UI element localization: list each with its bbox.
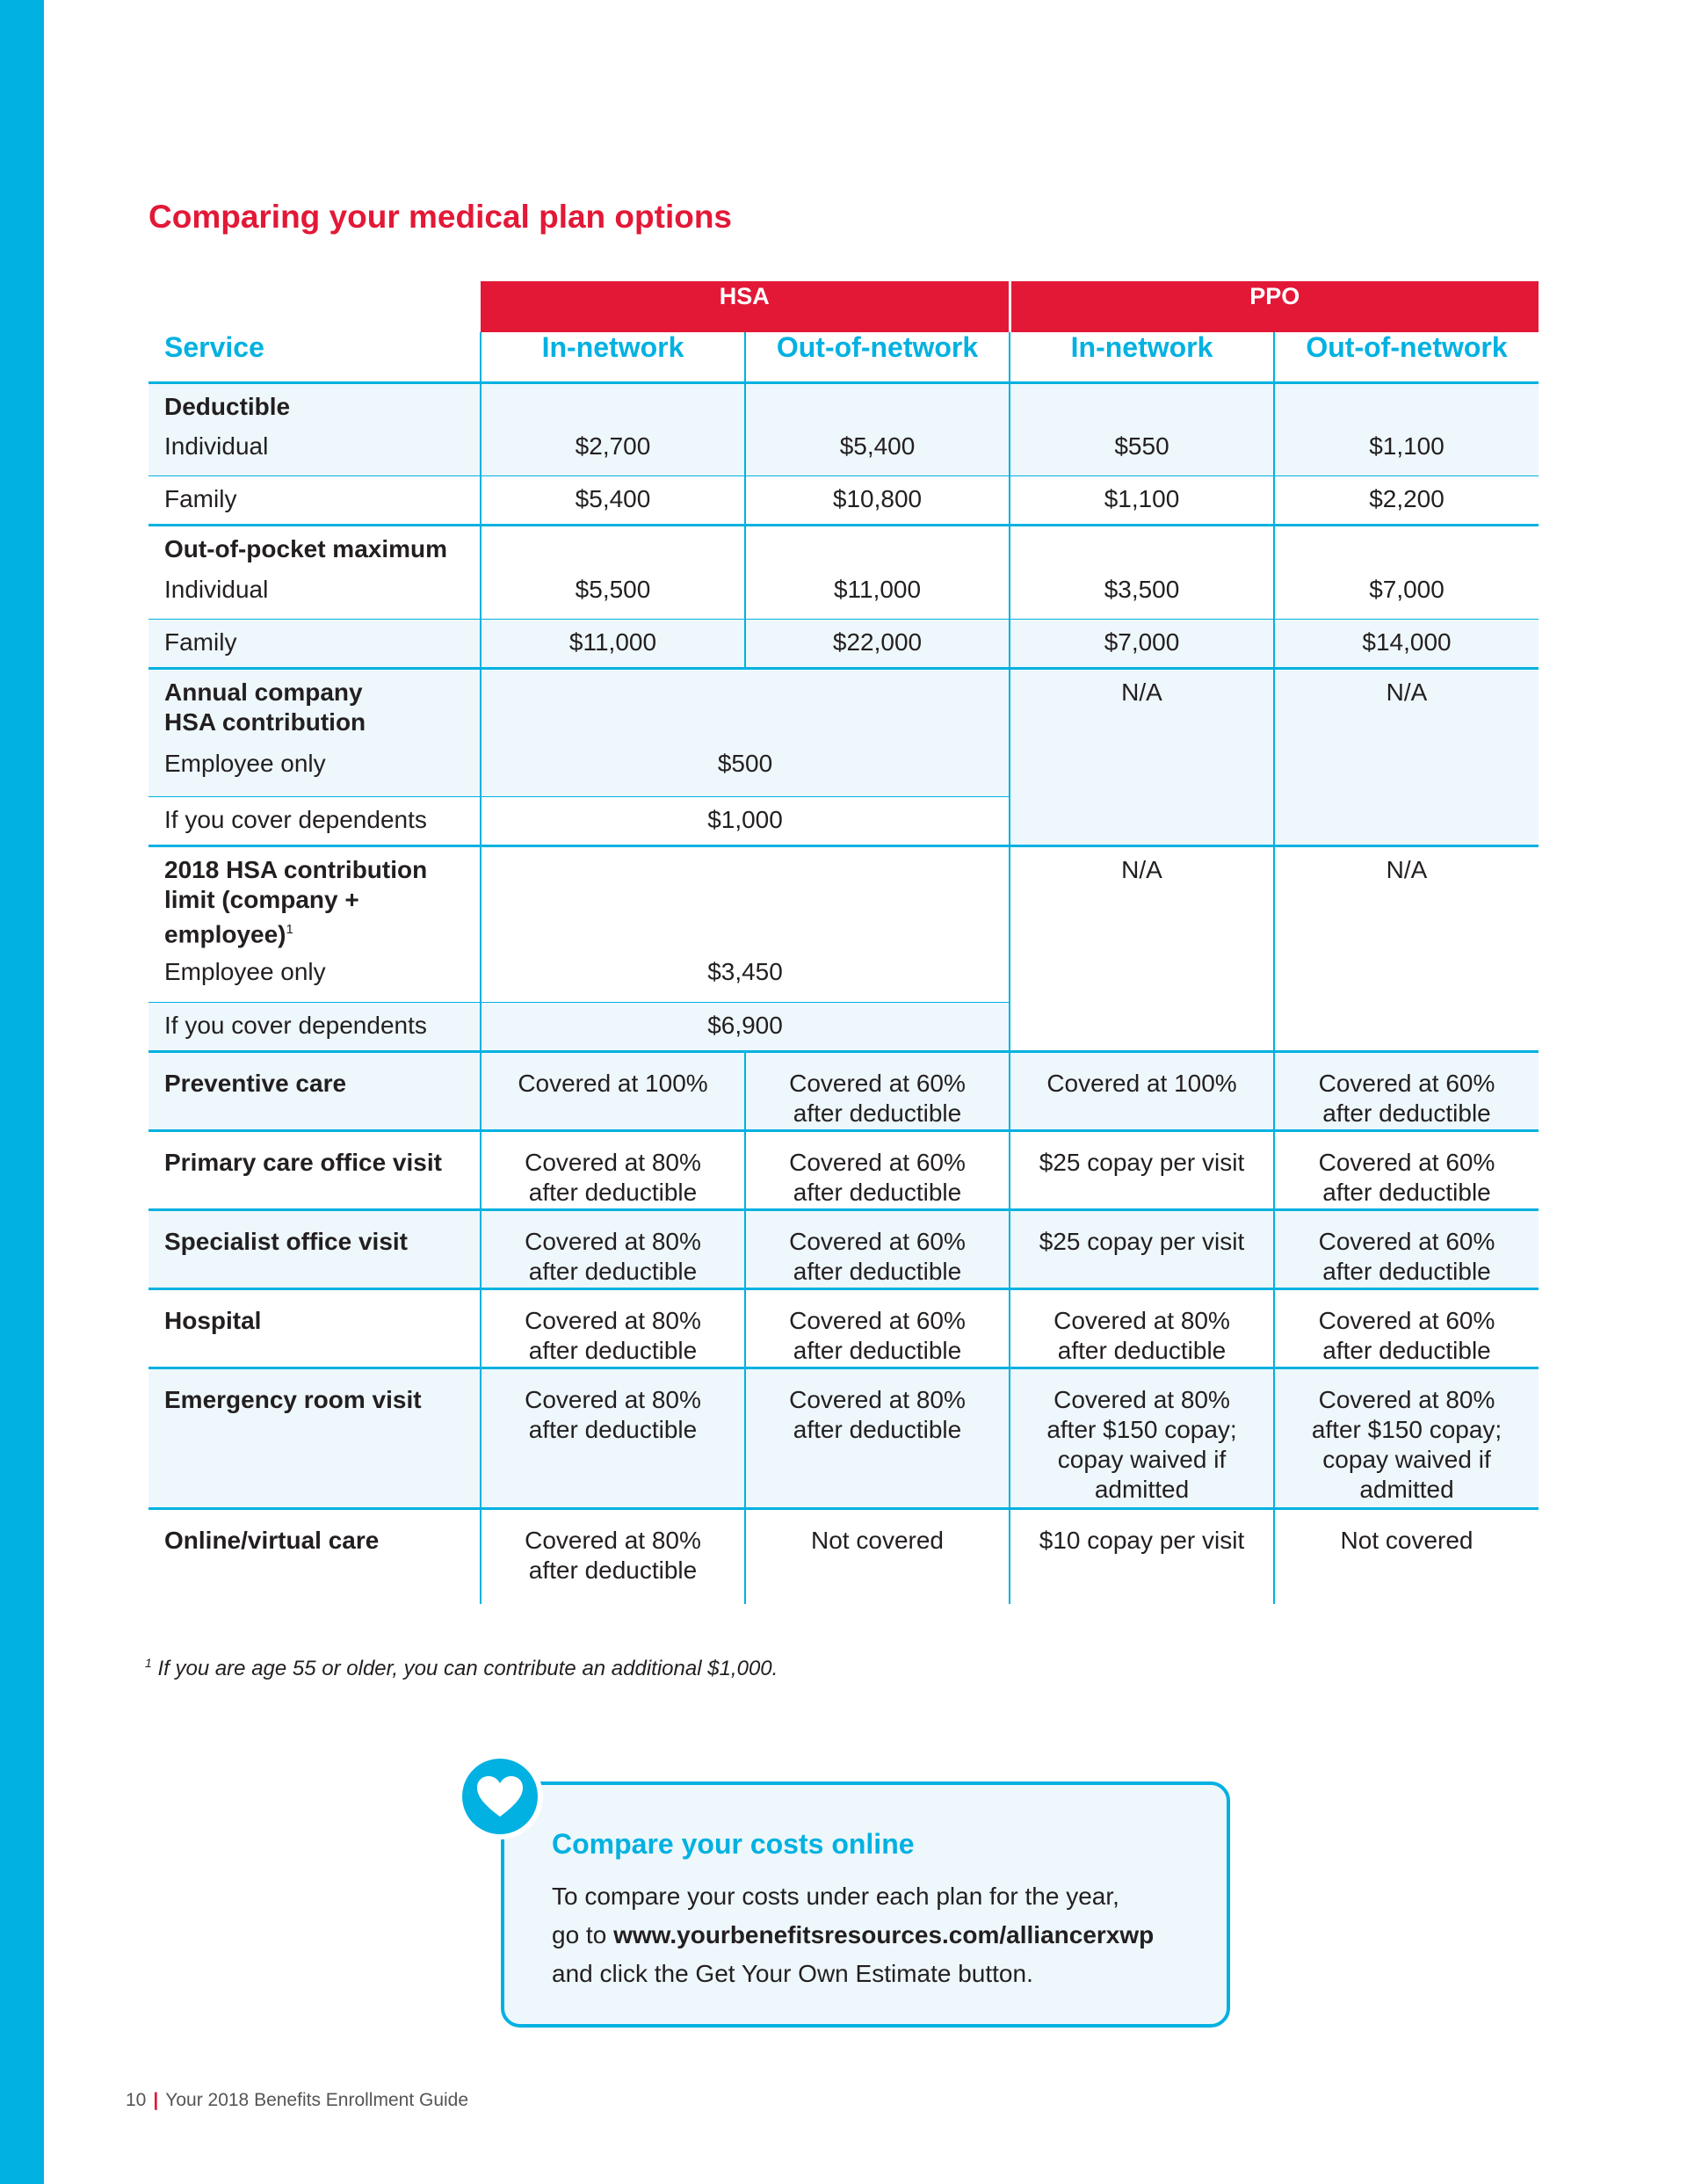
table-cell: Covered at 80% after deductible xyxy=(745,1368,1010,1509)
row-label-hsa-contribution-limit: 2018 HSA contribution limit (company + employee)$^1$ xyxy=(148,846,481,954)
row-label-individual: Individual xyxy=(164,575,269,603)
row-label-online-virtual-care: Online/virtual care xyxy=(148,1509,481,1604)
table-cell: Covered at 60% after deductible xyxy=(745,1210,1010,1289)
table-cell: Covered at 60% after deductible xyxy=(745,1052,1010,1131)
table-cell: $11,000 xyxy=(745,571,1010,620)
table-cell: Covered at 80% after deductible xyxy=(481,1131,745,1210)
table-cell: Covered at 60% after deductible xyxy=(1274,1052,1539,1131)
plan-comparison-table xyxy=(148,281,1539,1604)
table-cell: $550 xyxy=(1010,428,1274,476)
table-cell: N/A xyxy=(1010,846,1274,1052)
table-cell: Covered at 80% after deductible xyxy=(481,1368,745,1509)
plan-group-header-row xyxy=(148,281,1539,332)
group-hsa: HSA xyxy=(481,281,1010,332)
table-row xyxy=(148,476,1539,526)
column-header-hsa-in-network: In-network xyxy=(481,332,745,383)
table-cell: $3,500 xyxy=(1010,571,1274,620)
table-row xyxy=(148,1052,1539,1131)
column-header-ppo-out-of-network: Out-of-network xyxy=(1274,332,1539,383)
row-label-family: Family xyxy=(148,476,481,526)
table-cell: $5,500 xyxy=(481,571,745,620)
table-cell: N/A xyxy=(1274,846,1539,1052)
table-cell: $2,700 xyxy=(481,428,745,476)
callout-body: To compare your costs under each plan for the year, go to www.yourbenefitsresources.com/alliancerxwp and click the Get Your Own Estimate button. xyxy=(552,1883,1155,1987)
table-row xyxy=(148,383,1539,428)
table-cell: Covered at 100% xyxy=(1010,1052,1274,1131)
column-header-hsa-out-of-network: Out-of-network xyxy=(745,332,1010,383)
table-row xyxy=(148,1509,1539,1604)
row-label-primary-care-office-visit: Primary care office visit xyxy=(148,1131,481,1210)
row-label-deductible: Deductible xyxy=(148,383,481,428)
table-cell: $14,000 xyxy=(1274,620,1539,669)
table-cell: Covered at 60% after deductible xyxy=(1274,1131,1539,1210)
row-label-employee-only: Employee only xyxy=(164,957,326,985)
table-cell: Covered at 80% after $150 copay; copay waived if admitted xyxy=(1274,1368,1539,1509)
table-cell: $1,100 xyxy=(1010,476,1274,526)
table-row xyxy=(148,1131,1539,1210)
table-row xyxy=(148,669,1539,745)
column-header-row xyxy=(148,332,1539,383)
table-cell: N/A xyxy=(1274,669,1539,846)
table-cell: Covered at 80% after deductible xyxy=(1010,1289,1274,1368)
table-cell: $6,900 xyxy=(481,1003,1010,1052)
table-cell: $500 xyxy=(481,745,1010,797)
table-cell: $7,000 xyxy=(1010,620,1274,669)
row-label-employee-only: Employee only xyxy=(148,745,481,797)
table-cell: Covered at 60% after deductible xyxy=(745,1289,1010,1368)
callout-title: Compare your costs online xyxy=(552,1828,915,1860)
table-cell: $25 copay per visit xyxy=(1010,1131,1274,1210)
column-header-service: Service xyxy=(148,332,481,383)
table-cell: Covered at 80% after deductible xyxy=(481,1210,745,1289)
row-label-hospital: Hospital xyxy=(148,1289,481,1368)
table-cell: $25 copay per visit xyxy=(1010,1210,1274,1289)
heart-icon xyxy=(457,1753,543,1839)
sidebar-stripe xyxy=(0,0,44,2184)
table-cell: $3,450 xyxy=(481,954,1010,1003)
row-label-individual: Individual xyxy=(148,428,481,476)
table-cell: $7,000 xyxy=(1274,571,1539,620)
row-label-specialist-office-visit: Specialist office visit xyxy=(148,1210,481,1289)
table-row xyxy=(148,526,1539,571)
table-cell: $1,100 xyxy=(1274,428,1539,476)
table-cell: $2,200 xyxy=(1274,476,1539,526)
table-cell: $10 copay per visit xyxy=(1010,1509,1274,1604)
row-label-if-you-cover-dependents: If you cover dependents xyxy=(148,1003,481,1052)
benefits-website-link[interactable]: www.yourbenefitsresources.com/alliancerxwp xyxy=(613,1921,1155,1948)
table-cell: Not covered xyxy=(1274,1509,1539,1604)
table-row xyxy=(148,1289,1539,1368)
page-footer xyxy=(126,2090,468,2111)
row-label-preventive-care: Preventive care xyxy=(148,1052,481,1131)
table-cell: Covered at 80% after deductible xyxy=(481,1289,745,1368)
page-number: 10 xyxy=(126,2090,147,2110)
footnote: $^1$ If you are age 55 or older, you can contribute an additional $1,000. xyxy=(145,1656,778,1680)
row-label-emergency-room-visit: Emergency room visit xyxy=(148,1368,481,1509)
table-cell: Covered at 80% after $150 copay; copay waived if admitted xyxy=(1010,1368,1274,1509)
table-cell: N/A xyxy=(1010,669,1274,846)
table-cell: $5,400 xyxy=(481,476,745,526)
table-cell: $11,000 xyxy=(481,620,745,669)
table-cell: $5,400 xyxy=(745,428,1010,476)
page-title: Comparing your medical plan options xyxy=(148,199,733,235)
table-row xyxy=(148,571,1539,620)
table-row xyxy=(148,428,1539,476)
table-cell: Not covered xyxy=(745,1509,1010,1604)
group-ppo: PPO xyxy=(1010,281,1539,332)
table-row xyxy=(148,1210,1539,1289)
table-cell: Covered at 60% after deductible xyxy=(745,1131,1010,1210)
table-cell: Covered at 100% xyxy=(481,1052,745,1131)
row-label-family: Family xyxy=(148,620,481,669)
table-row xyxy=(148,1368,1539,1509)
row-label-annual-company-hsa-contribution: Annual company HSA contribution xyxy=(148,669,481,745)
table-cell: $10,800 xyxy=(745,476,1010,526)
table-cell: Covered at 60% after deductible xyxy=(1274,1210,1539,1289)
footer-separator: | xyxy=(153,2090,159,2110)
table-cell: Covered at 60% after deductible xyxy=(1274,1289,1539,1368)
table-row xyxy=(148,846,1539,954)
row-label-out-of-pocket-maximum: Out-of-pocket maximum xyxy=(148,526,481,571)
table-row xyxy=(148,620,1539,669)
column-header-ppo-in-network: In-network xyxy=(1010,332,1274,383)
table-cell: Covered at 80% after deductible xyxy=(481,1509,745,1604)
table-cell: $22,000 xyxy=(745,620,1010,669)
row-label-if-you-cover-dependents: If you cover dependents xyxy=(148,797,481,846)
table-cell: $1,000 xyxy=(481,797,1010,846)
guide-title: Your 2018 Benefits Enrollment Guide xyxy=(165,2090,469,2110)
